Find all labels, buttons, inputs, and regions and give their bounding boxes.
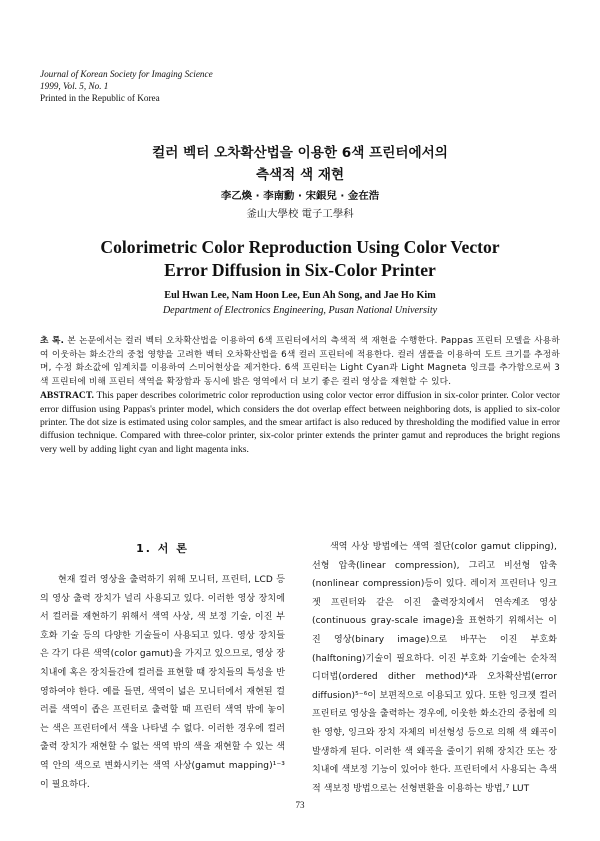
intro-paragraph-1: 현재 컬러 영상을 출력하기 위해 모니터, 프린터, LCD 등의 영상 출력 장치가 널리 사용되고 있다. 이러한 영상 장치에서 컬러를 재현하기 위해서 색역 사상, 색 보정 기술, 이진 부호화 기술 등의 다양한 기술들이 사용되고 있다. 영상 장치들은 각기 다른 색역(color gamut)을 가지고 있으므로, 영상 장치내에 혹은 장치들간에 컬러를 표현할 때 장치들의 특성을 반영하여야 한다. 예를 들면, 색역이 넓은 모니터에서 재현된 컬러를 색역이 좁은 프린터로 출력할 때 프린터 색역 밖에 놓이는 색은 프린터에서 색을 나타낼 수 없다. 이러한 경우에 컬러 출력 장치가 재현할 수 없는 색역 밖의 색을 재현할 수 있는 색역 안의 색으로 변화시키는 색역 사상(gamut mapping)¹⁻³이 필요하다. (40, 575, 285, 790)
body-column-left (40, 540, 285, 794)
english-abstract-text: This paper describes colorimetric color reproduction using color vector error diffusion in six-color printer. Color vector error diffusion using Pappas's printer model, which considers the dot overlap effect between neighboring dots, is applied to six-color printer. The dot size is estimated using color samples, and the smear artifact is also reduced by thresholding the modified value in error diffusion technique. Compared with three-color printer, six-color printer extends the printer gamut and reproduces the bright regions very well by adding light cyan and light magenta inks. (40, 390, 560, 455)
section-heading: 1. 서 론 (136, 542, 189, 555)
printed-note: Printed in the Republic of Korea (40, 93, 160, 103)
english-authors: Eul Hwan Lee, Nam Hoon Lee, Eun Ah Song, and Jae Ho Kim (164, 290, 436, 301)
body-column-right (312, 538, 557, 798)
english-affiliation: Department of Electronics Engineering, Pusan National University (162, 305, 438, 316)
korean-abstract-label: 초 록. (40, 336, 65, 346)
korean-title (0, 142, 600, 186)
korean-authors: 李乙煥 · 李南勳 · 宋銀兒 · 金在浩 (220, 190, 380, 202)
journal-volume: 1999, Vol. 5, No. 1 (40, 81, 109, 91)
journal-header (40, 68, 213, 104)
journal-name: Journal of Korean Society for Imaging Science (40, 69, 213, 79)
intro-paragraph-2: 색역 사상 방법에는 색역 절단(color gamut clipping), 선형 압축(linear compression), 그리고 비선형 압축(nonlinear compression)등이 있다. 레이저 프린터나 잉크젯 프린터와 같은 이진 출력장치에서 연속계조 영상(continuous gray-scale image)을 표현하기 위해서는 이진 영상(binary image)으로 바꾸는 이진 부호화(halftoning)기술이 필요하다. 이진 부호화 기술에는 순차적 디더법(ordered dither method)⁴과 오차확산법(error diffusion)⁵⁻⁶이 보편적으로 이용되고 있다. 또한 잉크젯 컬러 프린터로 영상을 출력하는 경우에, 이웃한 화소간의 중첩에 의한 영향, 잉크와 장치 자체의 비선형성 등으로 의해 색 왜곡이 발생하게 된다. 이러한 색 왜곡을 줄이기 위해 장치간 또는 장치내에 색보정 기능이 있어야 한다. 프린터에서 사용되는 측색적 색보정 방법으로는 선형변환을 이용하는 방법,⁷ LUT (312, 542, 557, 794)
english-title-line2: Error Diffusion in Six-Color Printer (164, 260, 436, 280)
korean-abstract (40, 335, 560, 389)
korean-affiliation: 釜山大學校 電子工學科 (246, 208, 354, 220)
korean-title-line2: 측색적 색 재현 (255, 167, 345, 183)
korean-abstract-text: 본 논문에서는 컬러 벡터 오차확산법을 이용하여 6색 프린터에서의 측색적 색 재현을 수행한다. Pappas 프린터 모델을 사용하여 이웃하는 화소간의 중첩 영향을 고려한 벡터 오차확산법을 6색 컬러 프린터에 적용한다. 컬러 샘플을 이용하여 도트 크기를 추정하며, 수정 화소값에 임계치를 이용하여 스미어현상을 제거한다. 6색 프린터는 Light Cyan과 Light Magneta 잉크를 추가함으로써 3색 프린터에 비해 프린터 색역을 확장함과 동시에 밝은 영역에서 더 보기 좋은 컬러 영상을 재현할 수 있다. (40, 336, 560, 387)
korean-title-line1: 컬러 벡터 오차확산법을 이용한 6색 프린터에서의 (152, 145, 448, 161)
english-title (0, 236, 600, 282)
page-number: 73 (295, 800, 305, 810)
english-title-line1: Colorimetric Color Reproduction Using Color Vector (100, 237, 500, 257)
english-abstract-label: ABSTRACT. (40, 390, 94, 402)
english-abstract (40, 389, 560, 455)
abstract-block (40, 335, 560, 456)
